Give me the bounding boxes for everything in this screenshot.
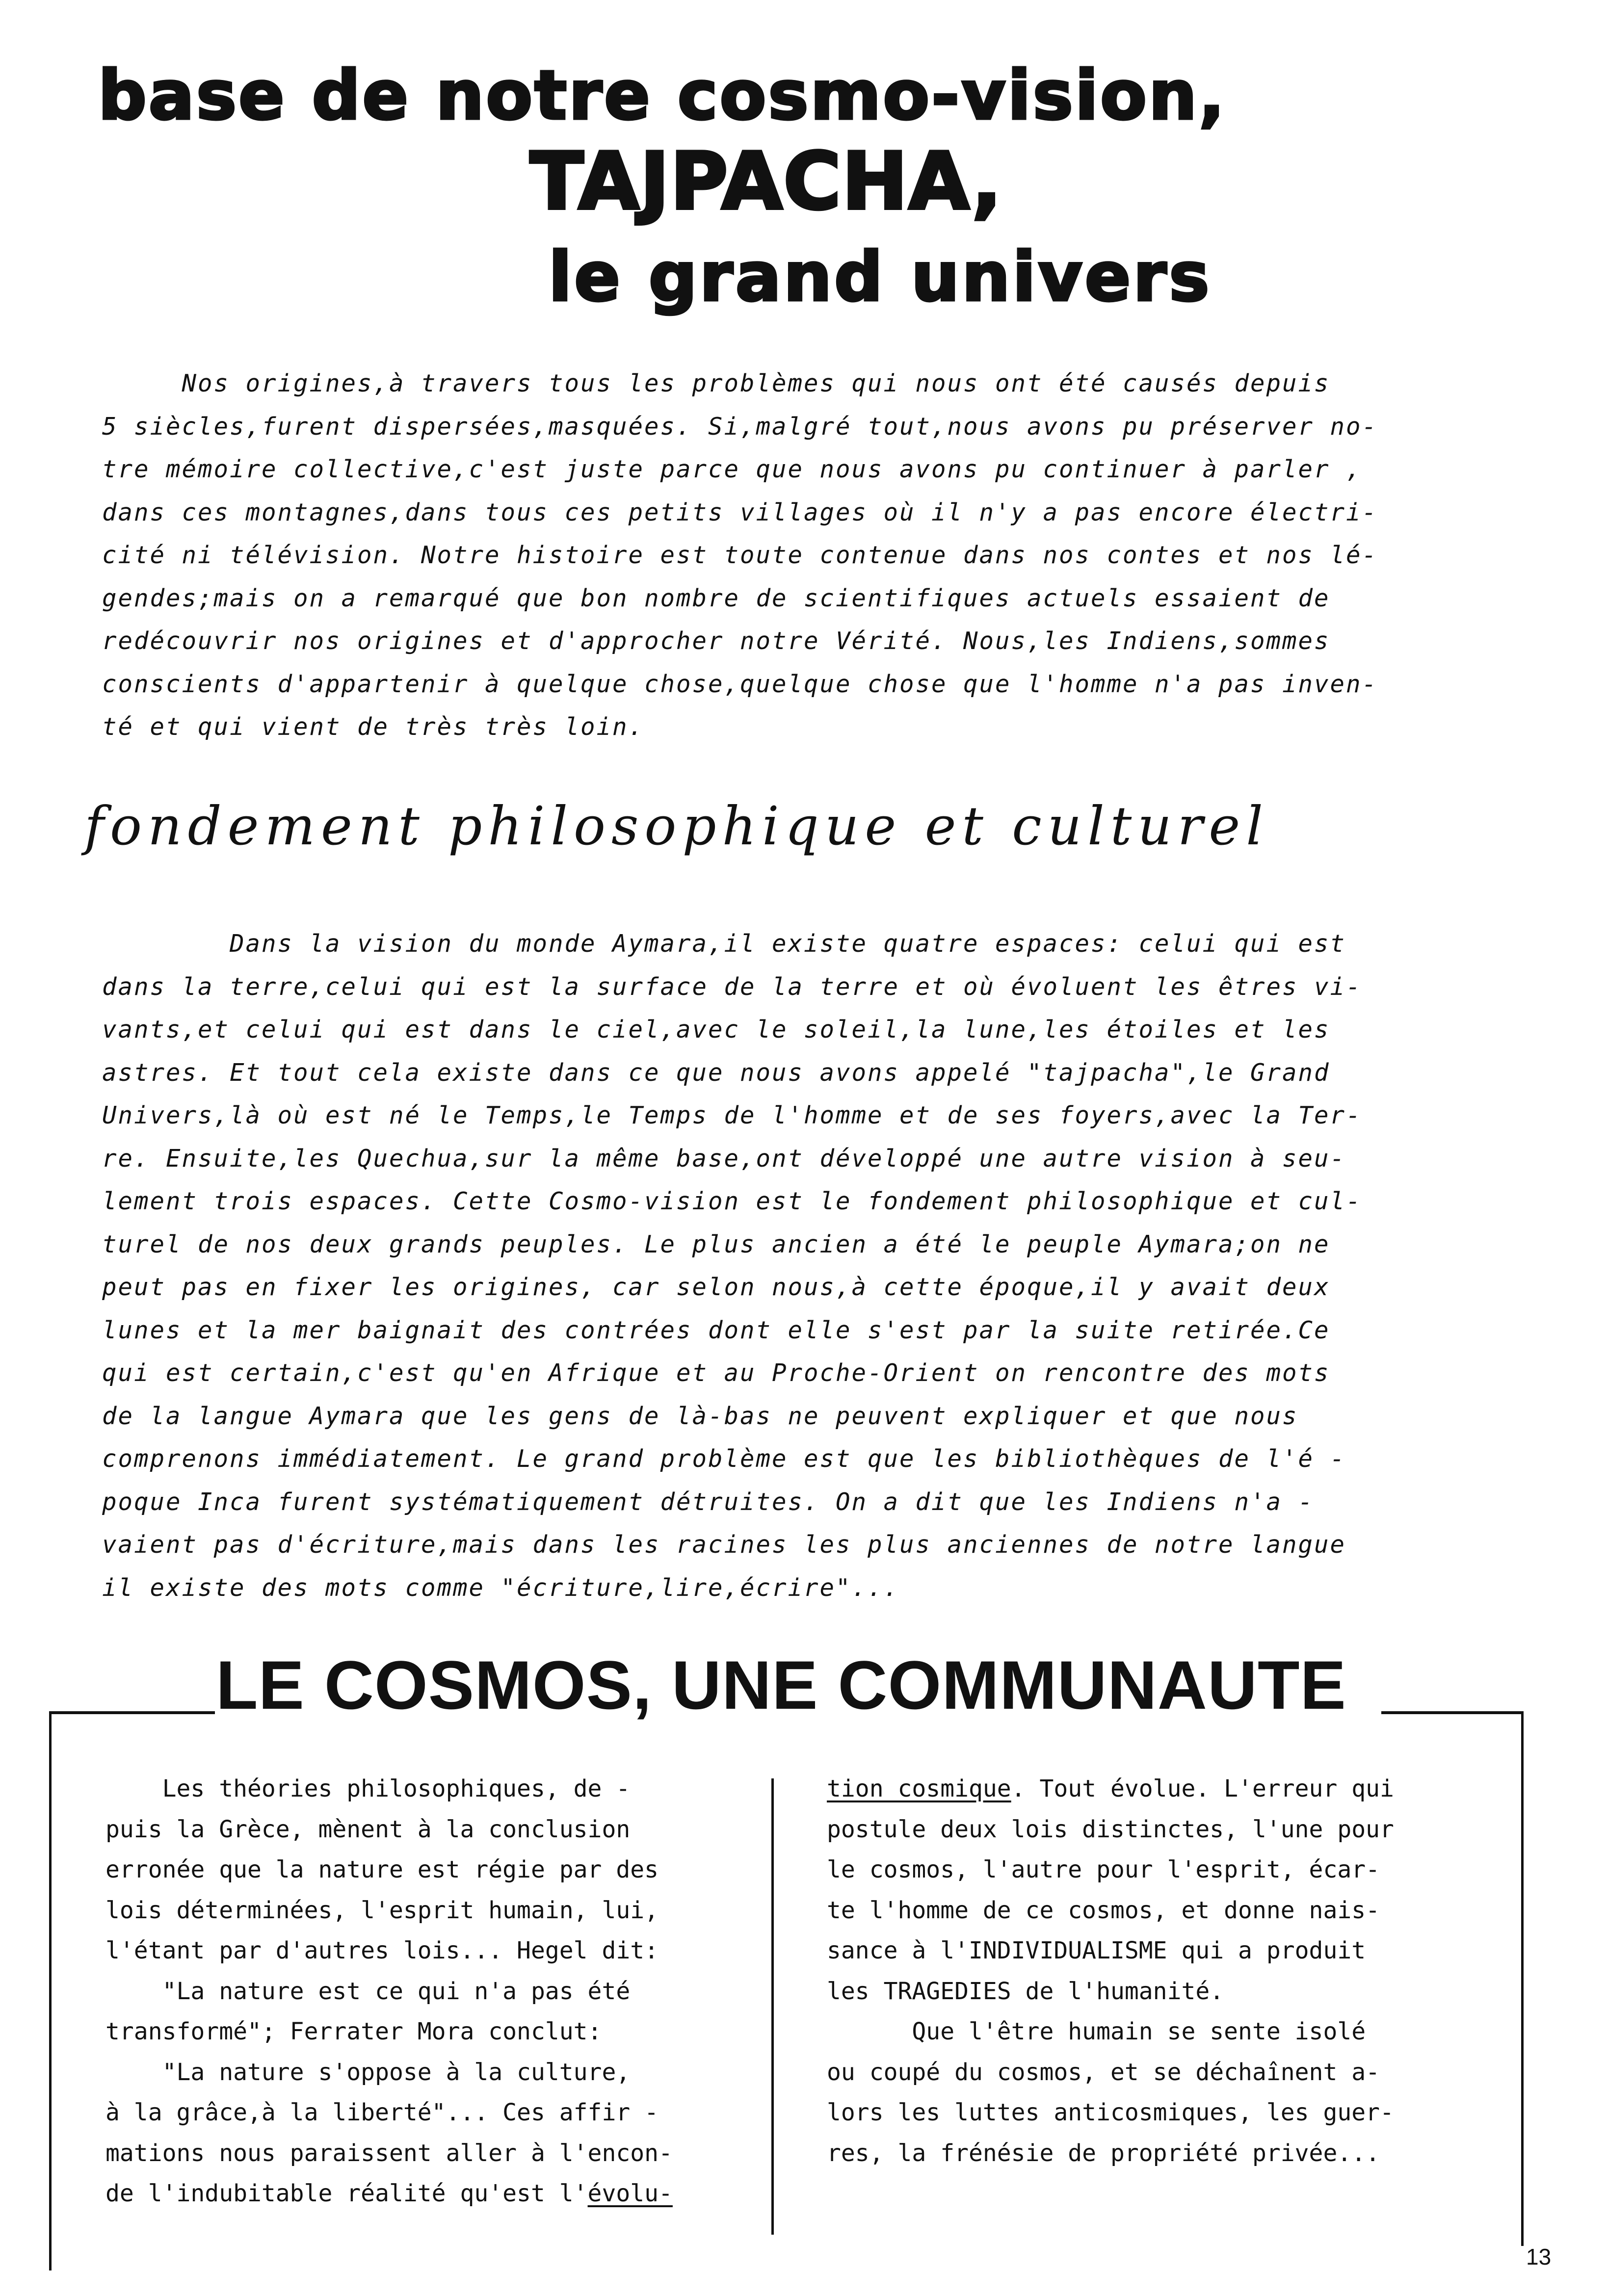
col1-line: de l'indubitable réalité qu'est l'	[105, 2180, 588, 2207]
intro-line: conscients d'appartenir à quelque chose,quelque chose que l'homme n'a pas inven-	[102, 670, 1378, 698]
col1-line: Les théories philosophiques, de -	[105, 1775, 631, 1802]
col2-line: les TRAGEDIES de l'humanité.	[827, 1977, 1224, 2005]
headline-line-3: le grand univers	[549, 237, 1212, 316]
col2-line: . Tout évolue. L'erreur qui	[1011, 1775, 1394, 1802]
col1-line: lois déterminées, l'esprit humain, lui,	[105, 1896, 659, 1924]
body-line: qui est certain,c'est qu'en Afrique et au Proche-Orient on rencontre des mots	[102, 1359, 1330, 1387]
body-paragraph	[102, 922, 1471, 1609]
headline-line-1: base de notre cosmo-vision,	[98, 56, 1227, 135]
section-heading: fondement philosophique et culturel	[84, 796, 1269, 857]
body-line: comprenons immédiatement. Le grand problème est que les bibliothèques de l'é -	[102, 1445, 1346, 1473]
page-number: 13	[1526, 2244, 1552, 2270]
col2-line: res, la frénésie de propriété privée...	[827, 2139, 1380, 2167]
body-line: lement trois espaces. Cette Cosmo-vision est le fondement philosophique et cul-	[102, 1187, 1362, 1215]
body-line: de la langue Aymara que les gens de là-bas ne peuvent expliquer et que nous	[102, 1402, 1298, 1430]
col1-line: mations nous paraissent aller à l'encon-	[105, 2139, 673, 2167]
body-line: Dans la vision du monde Aymara,il existe quatre espaces: celui qui est	[102, 930, 1346, 958]
box-left-rule	[49, 1711, 52, 2270]
col1-line: puis la Grèce, mènent à la conclusion	[105, 1815, 631, 1843]
col2-line: lors les luttes anticosmiques, les guer-	[827, 2099, 1394, 2126]
intro-line: cité ni télévision. Notre histoire est toute contenue dans nos contes et nos lé-	[102, 541, 1378, 569]
body-line: astres. Et tout cela existe dans ce que nous avons appelé "tajpacha",le Grand	[102, 1058, 1330, 1087]
intro-line: redécouvrir nos origines et d'approcher notre Vérité. Nous,les Indiens,sommes	[102, 627, 1330, 655]
col2-line: sance à l'INDIVIDUALISME qui a produit	[827, 1937, 1366, 1964]
col1-line: l'étant par d'autres lois... Hegel dit:	[105, 1937, 659, 1964]
box-heading: LE COSMOS, UNE COMMUNAUTE	[216, 1646, 1346, 1723]
intro-line: 5 siècles,furent dispersées,masquées. Si,malgré tout,nous avons pu préserver no-	[102, 412, 1378, 441]
body-line: turel de nos deux grands peuples. Le plus ancien a été le peuple Aymara;on ne	[102, 1230, 1330, 1258]
col1-line: "La nature s'oppose à la culture,	[105, 2058, 631, 2086]
left-column	[105, 1769, 748, 2214]
intro-line: gendes;mais on a remarqué que bon nombre de scientifiques actuels essaient de	[102, 584, 1330, 612]
col1-line: transformé"; Ferrater Mora conclut:	[105, 2018, 602, 2045]
body-line: lunes et la mer baignait des contrées dont elle s'est par la suite retirée.Ce	[102, 1316, 1330, 1344]
col1-line: erronée que la nature est régie par des	[105, 1856, 659, 1883]
intro-line: dans ces montagnes,dans tous ces petits villages où il n'y a pas encore électri-	[102, 498, 1378, 526]
col1-line: "La nature est ce qui n'a pas été	[105, 1977, 631, 2005]
col1-underlined-word: évolu-	[587, 2180, 673, 2207]
body-line: vaient pas d'écriture,mais dans les racines les plus anciennes de notre langue	[102, 1531, 1346, 1559]
box-right-rule	[1521, 1711, 1524, 2246]
col2-line: ou coupé du cosmos, et se déchaînent a-	[827, 2058, 1380, 2086]
body-line: re. Ensuite,les Quechua,sur la même base,ont développé une autre vision à seu-	[102, 1144, 1346, 1173]
col2-line: le cosmos, l'autre pour l'esprit, écar-	[827, 1856, 1380, 1883]
intro-line: Nos origines,à travers tous les problèmes qui nous ont été causés depuis	[102, 369, 1330, 397]
col1-line: à la grâce,à la liberté"... Ces affir -	[105, 2099, 659, 2126]
body-line: dans la terre,celui qui est la surface de la terre et où évoluent les êtres vi-	[102, 972, 1362, 1001]
col2-line: postule deux lois distinctes, l'une pour	[827, 1815, 1394, 1843]
right-column	[827, 1769, 1470, 2173]
body-line: il existe des mots comme "écriture,lire,écrire"...	[102, 1573, 900, 1602]
col2-underlined-phrase: tion cosmique	[827, 1775, 1011, 1802]
body-line: poque Inca furent systématiquement détruites. On a dit que les Indiens n'a -	[102, 1487, 1315, 1516]
box-top-rule-left	[49, 1711, 215, 1714]
headline-line-2: TAJPACHA,	[530, 135, 1003, 227]
body-line: Univers,là où est né le Temps,le Temps de l'homme et de ses foyers,avec la Ter-	[102, 1101, 1362, 1129]
column-divider	[771, 1778, 774, 2235]
intro-line: té et qui vient de très très loin.	[102, 713, 645, 741]
intro-paragraph	[102, 362, 1471, 749]
box-top-rule-right	[1381, 1711, 1524, 1714]
col2-line: te l'homme de ce cosmos, et donne nais-	[827, 1896, 1380, 1924]
col2-line: Que l'être humain se sente isolé	[827, 2018, 1366, 2045]
intro-line: tre mémoire collective,c'est juste parce que nous avons pu continuer à parler ,	[102, 455, 1362, 483]
body-line: vants,et celui qui est dans le ciel,avec le soleil,la lune,les étoiles et les	[102, 1016, 1330, 1044]
body-line: peut pas en fixer les origines, car selon nous,à cette époque,il y avait deux	[102, 1273, 1330, 1301]
